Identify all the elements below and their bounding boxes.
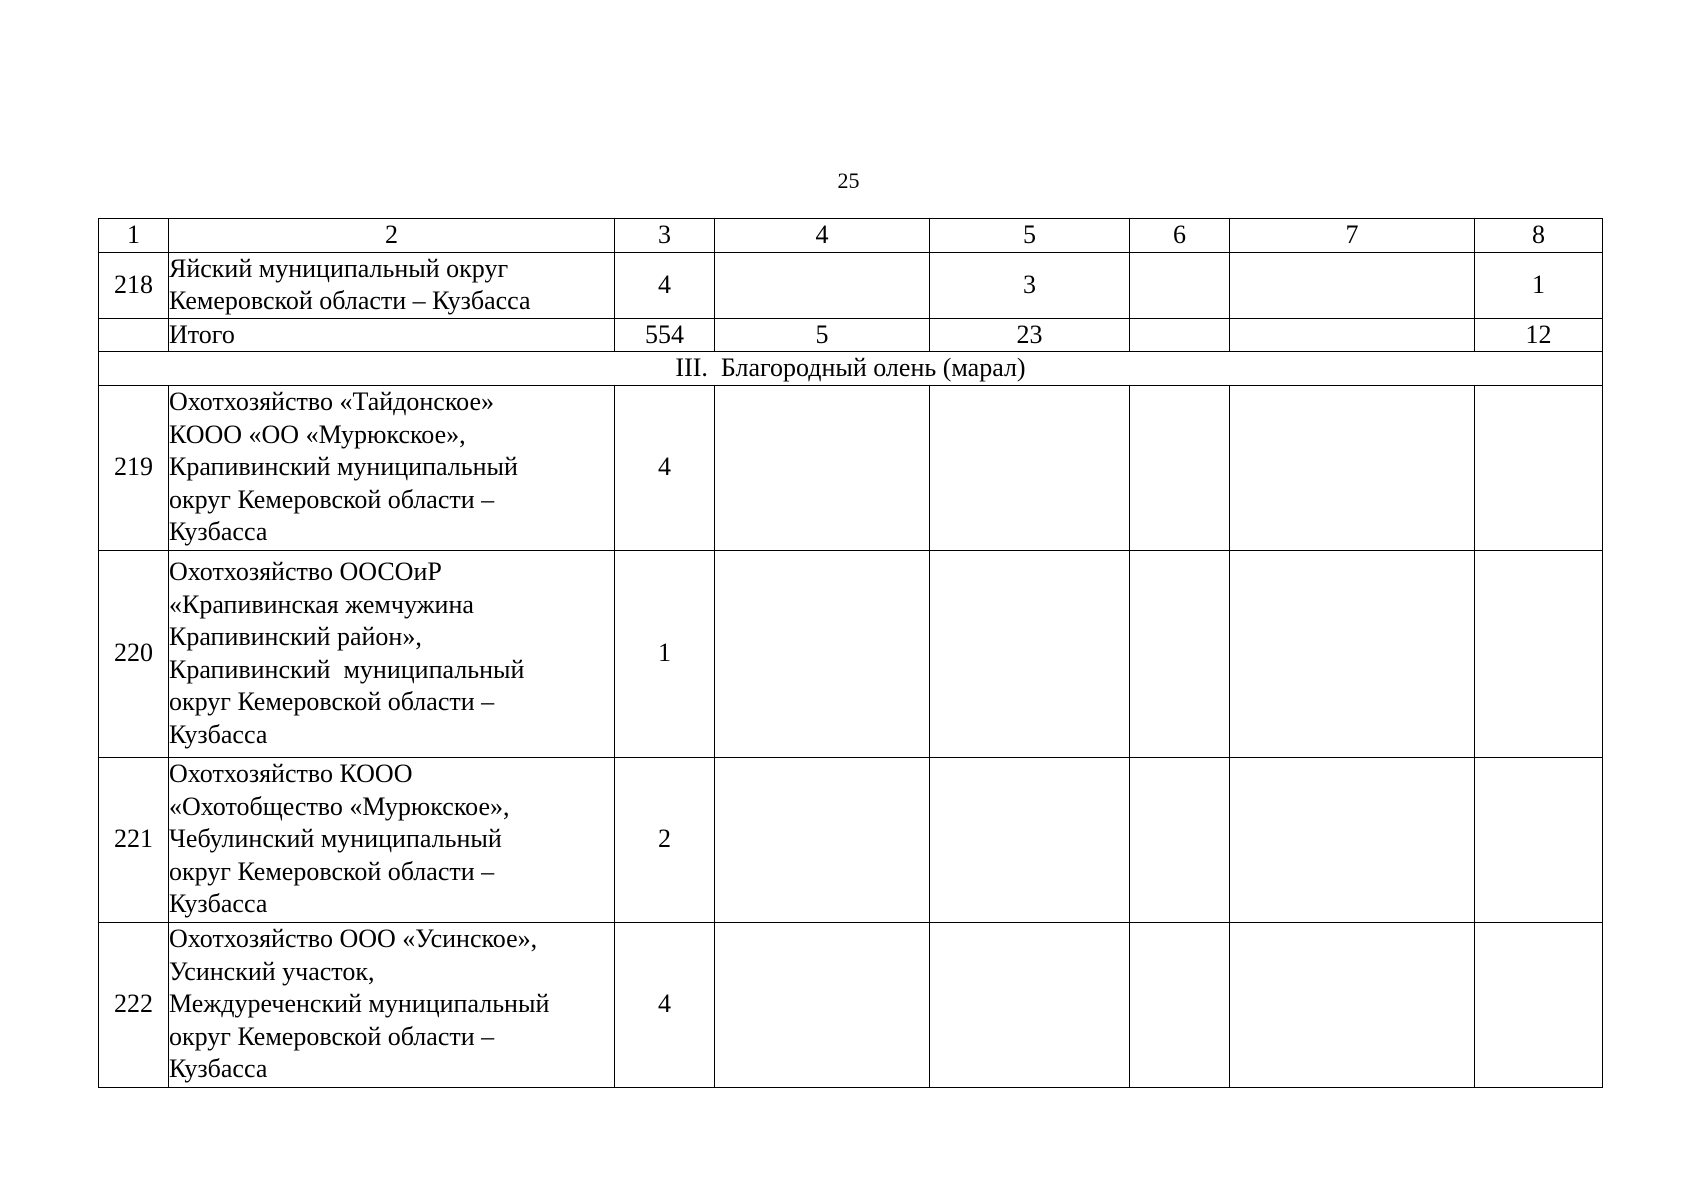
table-row <box>99 550 1603 757</box>
row-number: 222 <box>99 922 169 1087</box>
header-col-8: 8 <box>1475 219 1603 253</box>
table-row <box>99 757 1603 922</box>
table-row <box>99 252 1603 318</box>
name-line: Охотхозяйство ООСОиР <box>169 557 442 586</box>
name-line: Крапивинский район», <box>169 622 422 651</box>
name-line: Крапивинский муниципальный <box>169 452 518 482</box>
data-table <box>98 218 1603 1088</box>
cell-col-8 <box>1475 757 1603 922</box>
cell-col-6 <box>1130 757 1230 922</box>
name-line: округ Кемеровской области – <box>169 687 495 716</box>
header-col-3: 3 <box>615 219 715 253</box>
name-line: Междуреченский муниципальный <box>169 989 550 1019</box>
cell-col-4 <box>715 757 930 922</box>
header-col-2: 2 <box>169 219 615 253</box>
cell-col-5 <box>930 757 1130 922</box>
name-line: КООО «ОО «Мурюкское», <box>169 419 466 449</box>
row-name <box>169 385 615 550</box>
name-line: Чебулинский муниципальный <box>169 824 502 854</box>
total-col-3: 554 <box>615 318 715 352</box>
cell-col-5 <box>930 550 1130 757</box>
name-line: Кузбасса <box>169 1054 268 1084</box>
row-number <box>99 318 169 352</box>
row-name <box>169 757 615 922</box>
page-number: 25 <box>837 168 860 193</box>
cell-col-8: 1 <box>1475 252 1603 318</box>
cell-col-3: 2 <box>615 757 715 922</box>
total-row <box>99 318 1603 352</box>
total-col-7 <box>1230 318 1475 352</box>
header-col-4: 4 <box>715 219 930 253</box>
header-col-7: 7 <box>1230 219 1475 253</box>
name-line: Крапивинский муниципальный <box>169 654 525 684</box>
cell-col-3: 4 <box>615 252 715 318</box>
section-title: III. Благородный олень (марал) <box>99 352 1603 386</box>
total-col-6 <box>1130 318 1230 352</box>
name-line: Охотхозяйство «Тайдонское» <box>169 387 494 417</box>
cell-col-7 <box>1230 385 1475 550</box>
name-line: округ Кемеровской области – <box>169 856 495 886</box>
total-col-5: 23 <box>930 318 1130 352</box>
cell-col-6 <box>1130 252 1230 318</box>
cell-col-3: 1 <box>615 550 715 757</box>
cell-col-4 <box>715 385 930 550</box>
name-line: «Крапивинская жемчужина <box>169 589 474 619</box>
cell-col-7 <box>1230 757 1475 922</box>
row-number: 218 <box>99 252 169 318</box>
cell-col-6 <box>1130 922 1230 1087</box>
row-name <box>169 550 615 757</box>
table-header-row <box>99 219 1603 253</box>
name-line: Кузбасса <box>169 517 268 547</box>
total-col-8: 12 <box>1475 318 1603 352</box>
total-label: Итого <box>169 318 615 352</box>
header-col-6: 6 <box>1130 219 1230 253</box>
section-row <box>99 352 1603 386</box>
header-col-1: 1 <box>99 219 169 253</box>
cell-col-6 <box>1130 385 1230 550</box>
name-line: Охотхозяйство КООО <box>169 759 413 789</box>
name-line: Кемеровской области – Кузбасса <box>169 286 531 315</box>
name-line: округ Кемеровской области – <box>169 1021 495 1051</box>
cell-col-3: 4 <box>615 922 715 1087</box>
name-line: Кузбасса <box>169 719 268 749</box>
cell-col-5: 3 <box>930 252 1130 318</box>
cell-col-6 <box>1130 550 1230 757</box>
row-number: 221 <box>99 757 169 922</box>
table-row <box>99 385 1603 550</box>
cell-col-5 <box>930 385 1130 550</box>
name-line: Кузбасса <box>169 889 268 919</box>
cell-col-8 <box>1475 550 1603 757</box>
cell-col-7 <box>1230 550 1475 757</box>
header-col-5: 5 <box>930 219 1130 253</box>
name-line: Яйский муниципальный округ <box>169 253 509 283</box>
cell-col-4 <box>715 922 930 1087</box>
name-line: округ Кемеровской области – <box>169 484 495 514</box>
cell-col-5 <box>930 922 1130 1087</box>
cell-col-7 <box>1230 922 1475 1087</box>
cell-col-8 <box>1475 922 1603 1087</box>
name-line: «Охотобщество «Мурюкское», <box>169 791 510 821</box>
cell-col-7 <box>1230 252 1475 318</box>
name-line: Охотхозяйство ООО «Усинское», <box>169 924 538 954</box>
row-number: 220 <box>99 550 169 757</box>
row-number: 219 <box>99 385 169 550</box>
name-line: Усинский участок, <box>169 956 375 986</box>
row-name <box>169 252 615 318</box>
total-col-4: 5 <box>715 318 930 352</box>
table-row <box>99 922 1603 1087</box>
row-name <box>169 922 615 1087</box>
cell-col-4 <box>715 252 930 318</box>
cell-col-8 <box>1475 385 1603 550</box>
cell-col-4 <box>715 550 930 757</box>
cell-col-3: 4 <box>615 385 715 550</box>
